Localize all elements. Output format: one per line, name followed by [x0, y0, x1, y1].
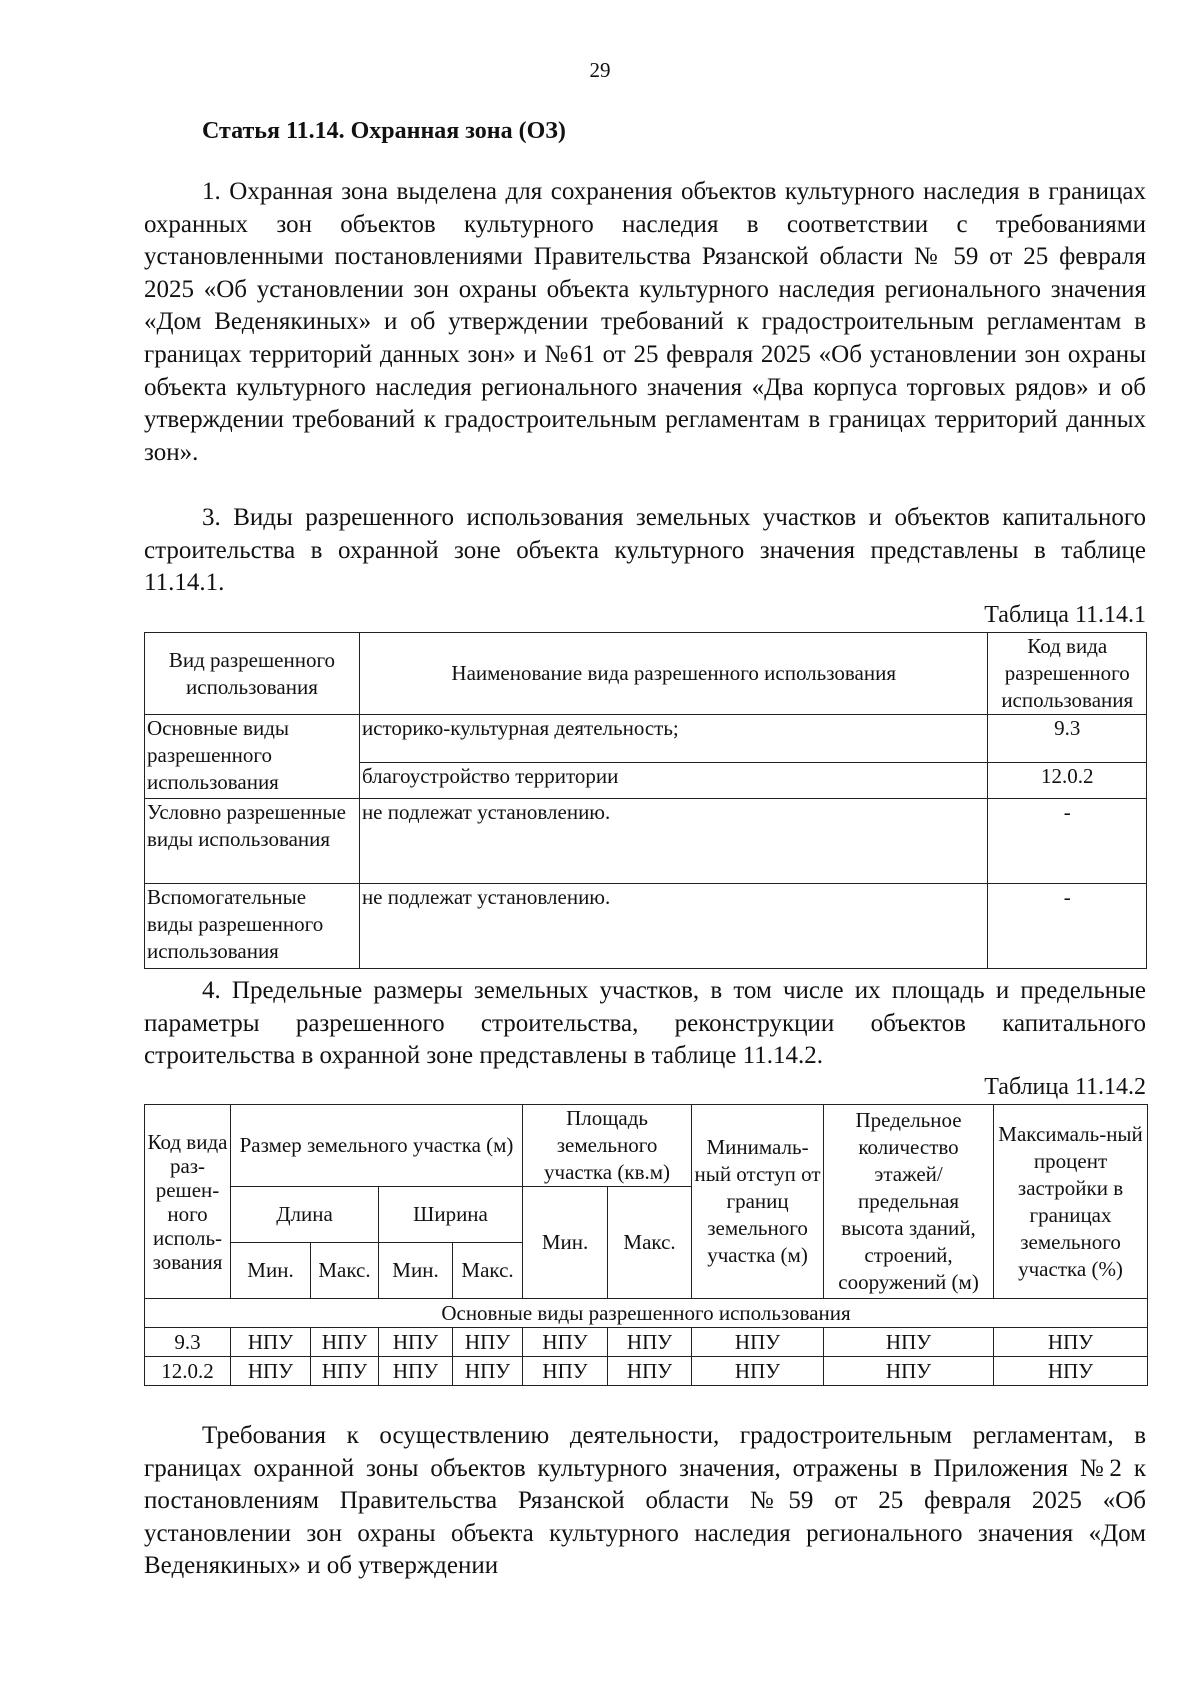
value-cell: НПУ	[994, 1357, 1148, 1386]
use-code: -	[988, 799, 1147, 884]
paragraph-5: Требования к осуществлению деятельности, градостроительным регламентам, в границах охранной зоны объектов культурного значения, отражены в Приложения №2 к постановлениям Правительства Рязанской области №59 от 25 февраля 2025 «Об установлении зон охраны объекта культурного наследия регионального значения «Дом Веденякиных» и об утверждении	[144, 1422, 1146, 1580]
header-code: Код вида разрешенного использования	[988, 633, 1147, 715]
value-cell: НПУ	[231, 1328, 311, 1357]
value-cell: НПУ	[994, 1328, 1148, 1357]
header-setback: Минималь-ный отступ от границ земельного участка (м)	[692, 1105, 824, 1299]
use-name: благоустройство территории	[359, 763, 988, 799]
header-length: Длина	[231, 1187, 379, 1243]
table-row	[145, 1299, 1148, 1328]
value-cell: НПУ	[608, 1328, 692, 1357]
paragraph-3: 3. Виды разрешенного использования земельных участков и объектов капитального строительства в охранной зоне объекта культурного значения представлены в таблице 11.14.1.	[144, 504, 1146, 597]
permitted-use-table	[144, 632, 1147, 969]
table-row	[145, 1105, 1148, 1187]
table-row	[145, 799, 1147, 884]
paragraph-1: 1. Охранная зона выделена для сохранения объектов культурного наследия в границах охранных зон объектов культурного наследия в соответствии с требованиями установленными постановлениями Правительства Рязанской области № 59 от 25 февраля 2025 «Об установлении зон охраны объекта культурного наследия регионального значения «Дом Веденякиных» и об утверждении требований к градостроительным регламентам в границах территорий данных зон» и №61 от 25 февраля 2025 «Об установлении зон охраны объекта культурного наследия регионального значения «Два корпуса торговых рядов» и об утверждении требований к градостроительным регламентам в границах территорий данных зон».	[144, 178, 1146, 466]
value-cell: НПУ	[311, 1328, 379, 1357]
value-cell: НПУ	[379, 1328, 453, 1357]
header-area-max: Макс.	[608, 1187, 692, 1299]
value-cell: НПУ	[453, 1328, 523, 1357]
value-cell: НПУ	[824, 1357, 994, 1386]
header-area-min: Мин.	[523, 1187, 608, 1299]
value-cell: НПУ	[692, 1357, 824, 1386]
table-row	[145, 715, 1147, 763]
header-width-min: Мин.	[379, 1243, 453, 1299]
use-code: 9.3	[988, 715, 1147, 763]
value-cell: НПУ	[311, 1357, 379, 1386]
value-cell: НПУ	[824, 1328, 994, 1357]
value-cell: НПУ	[692, 1328, 824, 1357]
article-heading: Статья 11.14. Охранная зона (ОЗ)	[202, 118, 566, 144]
value-cell: НПУ	[453, 1357, 523, 1386]
header-plot-size: Размер земельного участка (м)	[231, 1105, 523, 1187]
table-1-caption: Таблица 11.14.1	[984, 602, 1146, 628]
table-row	[145, 1357, 1148, 1386]
header-code: Код вида раз-решен-ного исполь-зования	[145, 1105, 231, 1299]
use-code: -	[988, 884, 1147, 969]
use-name: не подлежат установлению.	[359, 799, 988, 884]
value-cell: НПУ	[608, 1357, 692, 1386]
use-name: историко-культурная деятельность;	[359, 715, 988, 763]
table-row	[145, 1328, 1148, 1357]
plot-parameters-table	[144, 1104, 1148, 1386]
header-length-max: Макс.	[311, 1243, 379, 1299]
table-row	[145, 884, 1147, 969]
auxiliary-uses-label: Вспомогательные виды разрешенного использования	[145, 884, 360, 969]
header-floors: Предельное количество этажей/ предельная высота зданий, строений, сооружений (м)	[824, 1105, 994, 1299]
page-number: 29	[589, 58, 611, 82]
header-coverage: Максималь-ный процент застройки в границах земельного участка (%)	[994, 1105, 1148, 1299]
section-title: Основные виды разрешенного использования	[145, 1299, 1148, 1328]
conditional-uses-label: Условно разрешенные виды использования	[145, 799, 360, 884]
paragraph-4: 4. Предельные размеры земельных участков, в том числе их площадь и предельные параметры разрешенного строительства, реконструкции объектов капитального строительства в охранной зоне представлены в таблице 11.14.2.	[144, 977, 1146, 1070]
main-uses-label: Основные виды разрешенного использования	[145, 715, 360, 799]
header-length-min: Мин.	[231, 1243, 311, 1299]
row-code: 12.0.2	[145, 1357, 231, 1386]
value-cell: НПУ	[523, 1328, 608, 1357]
header-name: Наименование вида разрешенного использования	[359, 633, 988, 715]
header-width: Ширина	[379, 1187, 523, 1243]
use-code: 12.0.2	[988, 763, 1147, 799]
header-kind: Вид разрешенного использования	[145, 633, 360, 715]
value-cell: НПУ	[379, 1357, 453, 1386]
table-row	[145, 633, 1147, 715]
value-cell: НПУ	[523, 1357, 608, 1386]
header-width-max: Макс.	[453, 1243, 523, 1299]
table-2-caption: Таблица 11.14.2	[984, 1074, 1146, 1100]
row-code: 9.3	[145, 1328, 231, 1357]
use-name: не подлежат установлению.	[359, 884, 988, 969]
header-area: Площадь земельного участка (кв.м)	[523, 1105, 692, 1187]
value-cell: НПУ	[231, 1357, 311, 1386]
